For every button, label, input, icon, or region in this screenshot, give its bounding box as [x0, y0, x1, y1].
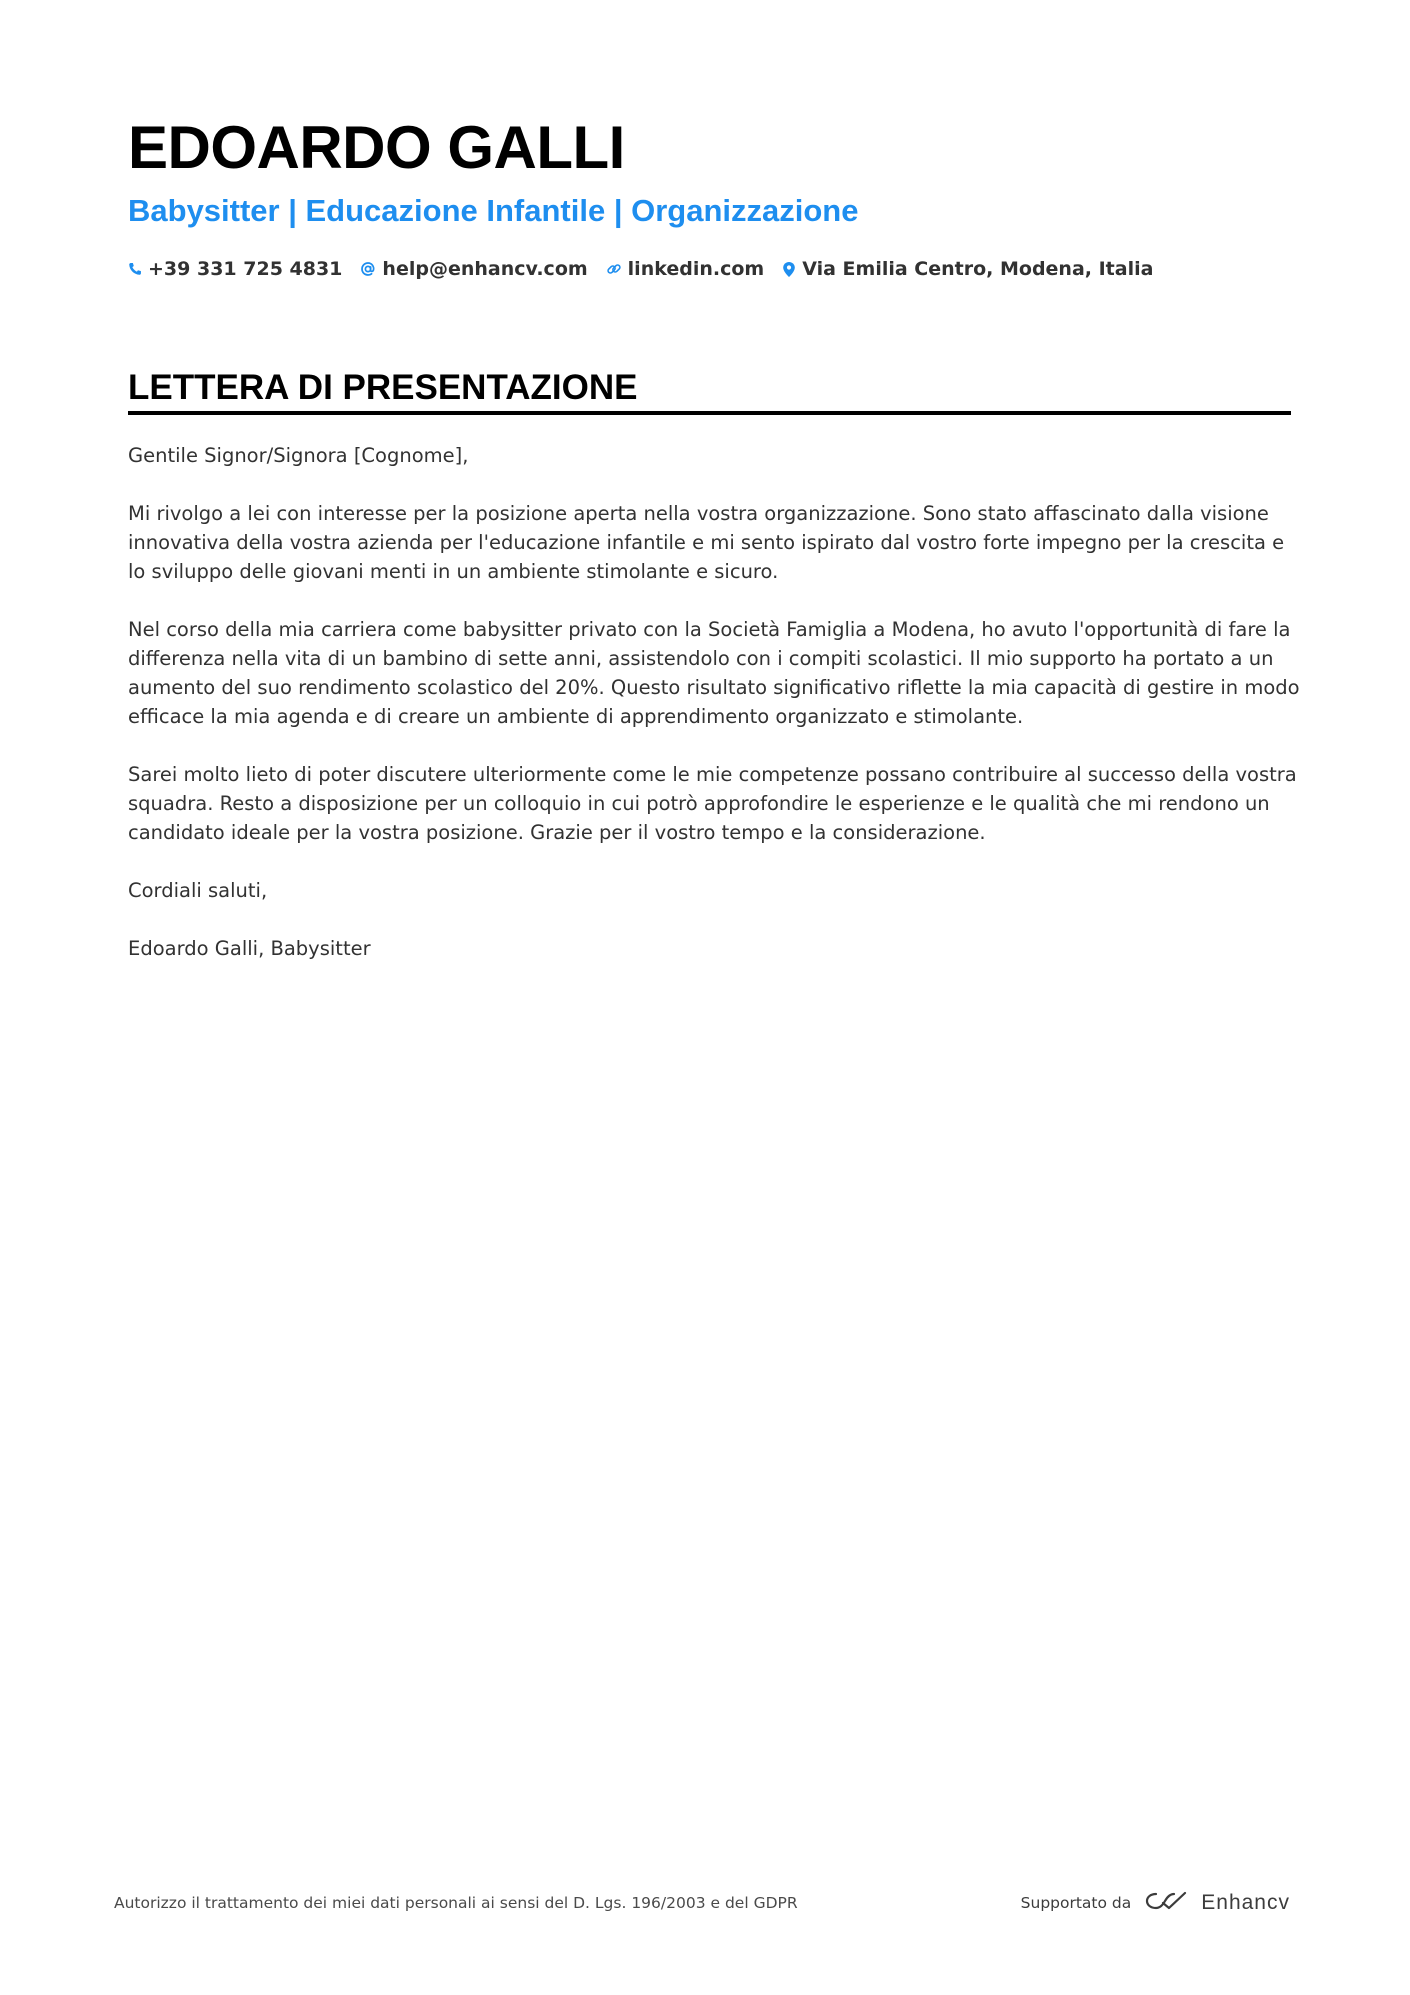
phone-icon	[128, 262, 142, 276]
letter-paragraph: Sarei molto lieto di poter discutere ulteriormente come le mie competenze possano contribuire al successo della vostra squadra. Resto a disposizione per un colloquio in cui potrò approfondire le esperienze e le qualità che mi rendono un candidato ideale per la vostra posizione. Grazie per il vostro tempo e la considerazione.	[128, 763, 1297, 844]
location-pin-icon	[782, 261, 796, 278]
enhancv-logo-icon	[1143, 1888, 1189, 1918]
letter-signature: Edoardo Galli, Babysitter	[128, 937, 371, 960]
candidate-name: EDOARDO GALLI	[128, 114, 625, 181]
contact-linkedin[interactable]	[606, 258, 765, 280]
contact-location	[782, 258, 1153, 280]
contact-email[interactable]	[360, 258, 587, 280]
section-title: LETTERA DI PRESENTAZIONE	[128, 368, 638, 407]
brand-name: Enhancv	[1201, 1891, 1290, 1914]
letter-body	[128, 441, 1303, 992]
letter-closing: Cordiali saluti,	[128, 879, 268, 902]
powered-by-label: Supportato da	[1020, 1894, 1132, 1912]
letter-salutation: Gentile Signor/Signora [Cognome],	[128, 444, 469, 467]
at-icon	[360, 261, 376, 277]
contact-linkedin-text: linkedin.com	[627, 258, 765, 280]
link-icon	[606, 261, 622, 277]
section-divider	[128, 411, 1291, 415]
candidate-headline: Babysitter | Educazione Infantile | Organizzazione	[128, 193, 859, 228]
powered-by[interactable]	[1021, 1888, 1290, 1918]
letter-paragraph: Nel corso della mia carriera come babysitter privato con la Società Famiglia a Modena, ho avuto l'opportunità di fare la differenza nella vita di un bambino di sette anni, assistendolo con i compiti scolastici. Il mio supporto ha portato a un aumento del suo rendimento scolastico del 20%. Questo risultato significativo riflette la mia capacità di gestire in modo efficace la mia agenda e di creare un ambiente di apprendimento organizzato e stimolante.	[128, 618, 1300, 728]
contact-email-text: help@enhancv.com	[382, 258, 588, 280]
contact-phone-text: +39 331 725 4831	[148, 258, 343, 280]
contact-location-text: Via Emilia Centro, Modena, Italia	[802, 258, 1154, 280]
contact-bar	[128, 252, 1153, 286]
privacy-consent-note: Autorizzo il trattamento dei miei dati personali ai sensi del D. Lgs. 196/2003 e del GDPR	[114, 1894, 798, 1912]
contact-phone[interactable]	[128, 258, 342, 280]
letter-paragraph: Mi rivolgo a lei con interesse per la posizione aperta nella vostra organizzazione. Sono stato affascinato dalla visione innovativa della vostra azienda per l'educazione infantile e mi sento ispirato dal vostro forte impegno per la crescita e lo sviluppo delle giovani menti in un ambiente stimolante e sicuro.	[128, 502, 1285, 583]
